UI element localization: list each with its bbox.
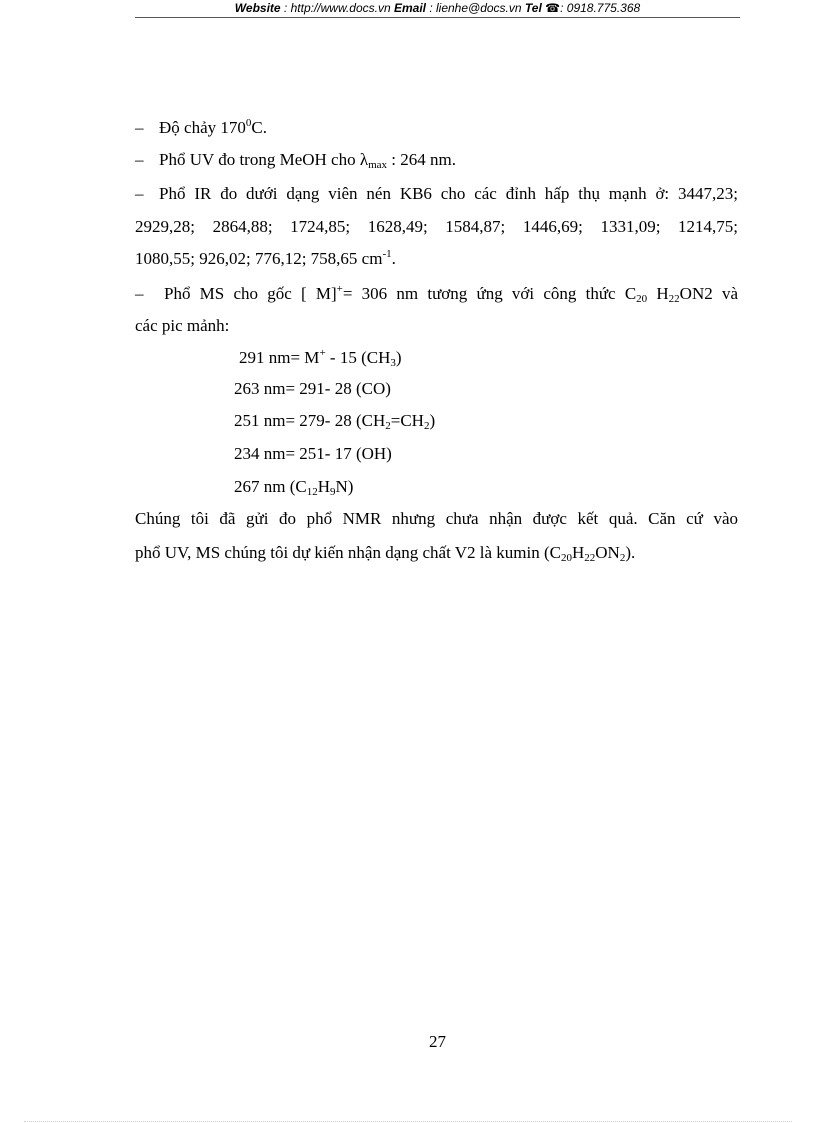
- bullet-dash: –: [135, 118, 144, 137]
- bullet-dash: –: [135, 184, 144, 203]
- conclusion-line-2: phổ UV, MS chúng tôi dự kiến nhận dạng chất V2 là kumin $(C_{20}H_{22}ON_2)$.: [135, 543, 636, 564]
- ms-spectrum-line-1: – Phổ MS cho gốc [ M]+= 306 nm tương ứng với công thức $C_{20}$ $H_{22}ON2$ và: [135, 283, 738, 305]
- bullet-dash: –: [135, 150, 144, 169]
- website-label: Website: [234, 1, 281, 15]
- fragment-3: 251 nm= 279- 28 $(CH_2=CH_2)$: [234, 411, 436, 432]
- email-address[interactable]: : lienhe@docs.vn: [426, 1, 525, 15]
- uv-spectrum-line: – Phổ UV đo trong MeOH cho $\lambda_{max}$ : 264 nm.: [135, 150, 456, 171]
- ms-spectrum-line-2: các pic mảnh:: [135, 316, 230, 335]
- fragment-5: 267 nm $(C_{12}H_9N)$: [234, 477, 354, 498]
- ir-spectrum-line-2: 2929,28; 2864,88; 1724,85; 1628,49; 1584,87; 1446,69; 1331,09; 1214,75;: [135, 217, 738, 236]
- page-bottom-divider: [24, 1121, 792, 1122]
- conclusion-line-1: Chúng tôi đã gửi đo phổ NMR nhưng chưa nhận được kết quả. Căn cứ vào: [135, 509, 738, 528]
- fragment-4: 234 nm= 251- 17 (OH): [234, 444, 392, 463]
- email-label: Email: [393, 1, 426, 15]
- ir-spectrum-line-3: 1080,55; 926,02; 776,12; 758,65 $cm^{-1}$.: [135, 248, 396, 268]
- fragment-2: 263 nm= 291- 28 (CO): [234, 379, 391, 398]
- fragment-1: 291 nm= M+ - 15 $(CH_3)$: [239, 347, 402, 369]
- melting-point-line: – Độ chảy $170^0C$.: [135, 117, 267, 137]
- page-number: 27: [429, 1032, 446, 1051]
- tel-label: Tel: [524, 1, 542, 15]
- page-header: [135, 0, 740, 18]
- phone-icon: ☎: [545, 1, 561, 15]
- website-url[interactable]: : http://www.docs.vn: [280, 1, 394, 15]
- ir-spectrum-line-1: – Phổ IR đo dưới dạng viên nén KB6 cho các đỉnh hấp thụ mạnh ở: 3447,23;: [135, 184, 738, 203]
- bullet-dash: –: [135, 284, 144, 303]
- tel-number: : 0918.775.368: [560, 1, 641, 15]
